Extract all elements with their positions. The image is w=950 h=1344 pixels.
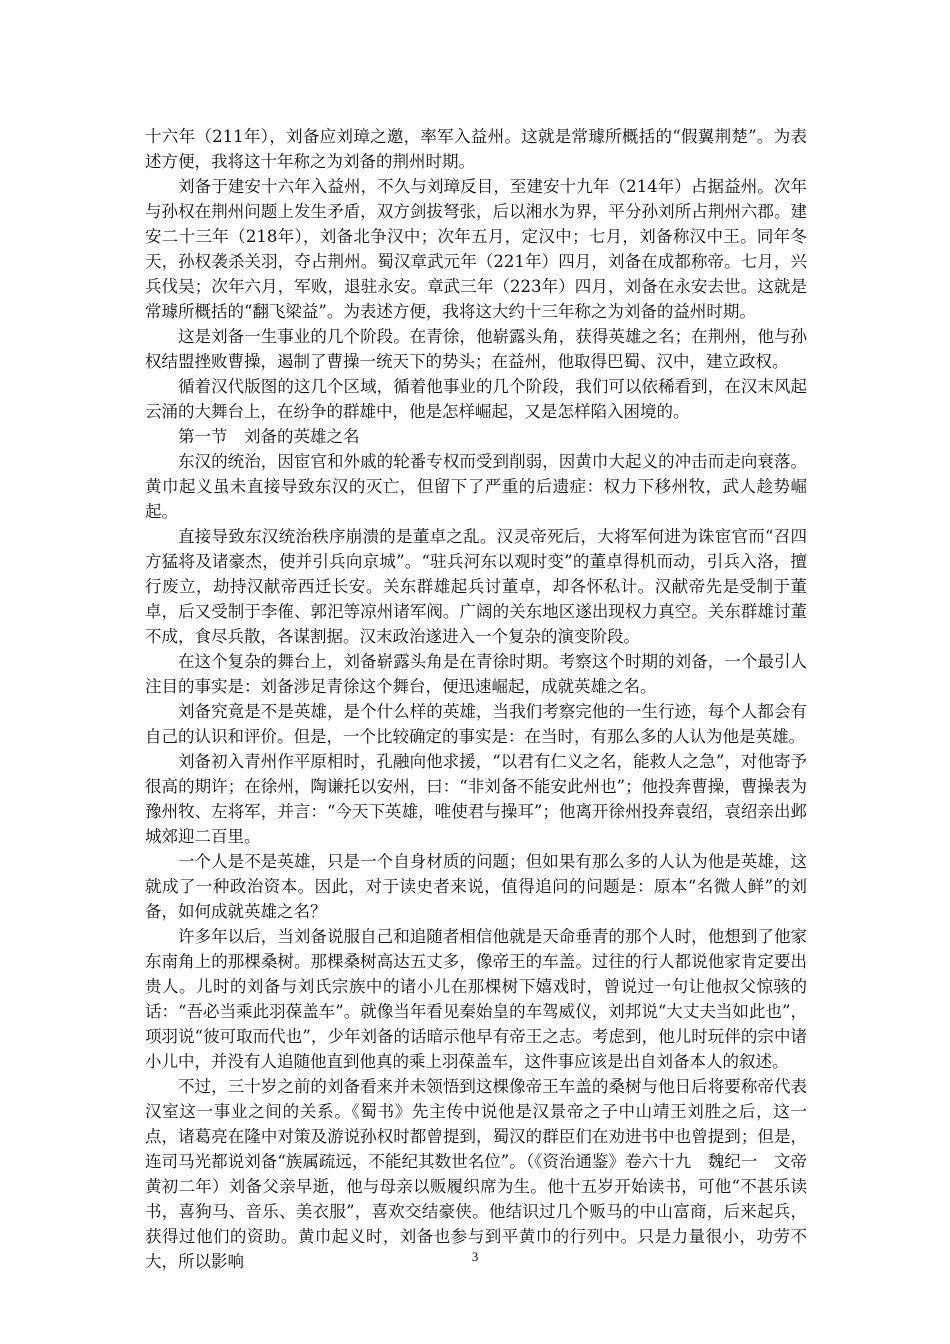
document-body: [145, 124, 807, 1274]
section-title: 第一节 刘备的英雄之名: [178, 427, 360, 446]
section-paragraph-4: 刘备究竟是不是英雄，是个什么样的英雄，当我们考察完他的一生行迹，每个人都会有自己的认识和评价。但是，一个比较确定的事实是：在当时，有那么多的人认为他是英雄。: [145, 702, 807, 746]
section-paragraph-3: 在这个复杂的舞台上，刘备崭露头角是在青徐时期。考察这个时期的刘备，一个最引人注目的事实是：刘备涉足青徐这个舞台，便迅速崛起，成就英雄之名。: [145, 652, 807, 696]
section-paragraph-5: 刘备初入青州作平原相时，孔融向他求援，“以君有仁义之名，能救人之急”，对他寄予很高的期许；在徐州，陶谦托以安州，曰：“非刘备不能安此州也”；他投奔曹操，曹操表为豫州牧、左将军，并言：“今天下英雄，唯使君与操耳”；他离开徐州投奔袁绍，袁绍亲出邺城郊迎二百里。: [145, 752, 807, 846]
page-number: 3: [471, 1249, 479, 1264]
paragraph-2: 刘备于建安十六年入益州，不久与刘璋反目，至建安十九年（214年）占据益州。次年与孙权在荆州问题上发生矛盾，双方剑拔弩张，后以湘水为界，平分孙刘所占荆州六郡。建安二十三年（218年），刘备北争汉中；次年五月，定汉中；七月，刘备称汉中王。同年冬天，孙权袭杀关羽，夺占荆州。蜀汉章武元年（221年）四月，刘备在成都称帝。七月，兴兵伐吴；次年六月，军败，退驻永安。章武三年（223年）四月，刘备在永安去世。这就是常璩所概括的“翻飞梁益”。为表述方便，我将这大约十三年称之为刘备的益州时期。: [145, 177, 807, 321]
section-paragraph-6: 一个人是不是英雄，只是一个自身材质的问题；但如果有那么多的人认为他是英雄，这就成了一种政治资本。因此，对于读史者来说，值得追问的问题是：原本“名微人鲜”的刘备，如何成就英雄之名？: [145, 852, 807, 921]
paragraph-3: 这是刘备一生事业的几个阶段。在青徐，他崭露头角，获得英雄之名；在荆州，他与孙权结盟挫败曹操，遏制了曹操一统天下的势头；在益州，他取得巴蜀、汉中，建立政权。: [145, 327, 807, 371]
section-paragraph-1: 东汉的统治，因宦官和外戚的轮番专权而受到削弱，因黄巾大起义的冲击而走向衰落。黄巾起义虽未直接导致东汉的灭亡，但留下了严重的后遗症：权力下移州牧，武人趁势崛起。: [145, 452, 807, 521]
paragraph-1: 十六年（211年），刘备应刘璋之邀，率军入益州。这就是常璩所概括的“假翼荆楚”。为表述方便，我将这十年称之为刘备的荆州时期。: [145, 127, 807, 171]
section-paragraph-8: 不过，三十岁之前的刘备看来并未领悟到这棵像帝王车盖的桑树与他日后将要称帝代表汉室这一事业之间的关系。《蜀书》先主传中说他是汉景帝之子中山靖王刘胜之后，这一点，诸葛亮在隆中对策及游说孙权时都曾提到，蜀汉的群臣们在劝进书中也曾提到；但是，连司马光都说刘备“族属疏远，不能纪其数世名位”。（《资治通鉴》卷六十九 魏纪一 文帝黄初二年）刘备父亲早逝，他与母亲以贩履织席为生。他十五岁开始读书，可他“不甚乐读书，喜狗马、音乐、美衣服”，喜欢交结豪侠。他结识过几个贩马的中山富商，后来起兵，获得过他们的资助。黄巾起义时，刘备也参与到平黄巾的行列中。只是力量很小，功劳不大，所以影响: [145, 1077, 807, 1271]
section-paragraph-2: 直接导致东汉统治秩序崩溃的是董卓之乱。汉灵帝死后，大将军何进为诛宦官而“召四方猛将及诸豪杰，使并引兵向京城”。“驻兵河东以观时变”的董卓得机而动，引兵入洛，擅行废立，劫持汉献帝西迁长安。关东群雄起兵讨董卓，却各怀私计。汉献帝先是受制于董卓，后又受制于李傕、郭汜等凉州诸军阀。广阔的关东地区遂出现权力真空。关东群雄讨董不成，食尽兵散，各谋割据。汉末政治遂进入一个复杂的演变阶段。: [145, 527, 807, 646]
paragraph-4: 循着汉代版图的这几个区域，循着他事业的几个阶段，我们可以依稀看到，在汉末风起云涌的大舞台上，在纷争的群雄中，他是怎样崛起，又是怎样陷入困境的。: [145, 377, 807, 421]
section-paragraph-7: 许多年以后，当刘备说服自己和追随者相信他就是天命垂青的那个人时，他想到了他家东南角上的那棵桑树。那棵桑树高达五丈多，像帝王的车盖。过往的行人都说他家肯定要出贵人。儿时的刘备与刘氏宗族中的诸小儿在那棵树下嬉戏时，曾说过一句让他叔父惊骇的话：“吾必当乘此羽葆盖车”。就像当年看见秦始皇的车驾威仪，刘邦说“大丈夫当如此也”，项羽说“彼可取而代也”，少年刘备的话暗示他早有帝王之志。考虑到，他儿时玩伴的宗中诸小儿中，并没有人追随他直到他真的乘上羽葆盖车，这件事应该是出自刘备本人的叙述。: [145, 927, 807, 1071]
